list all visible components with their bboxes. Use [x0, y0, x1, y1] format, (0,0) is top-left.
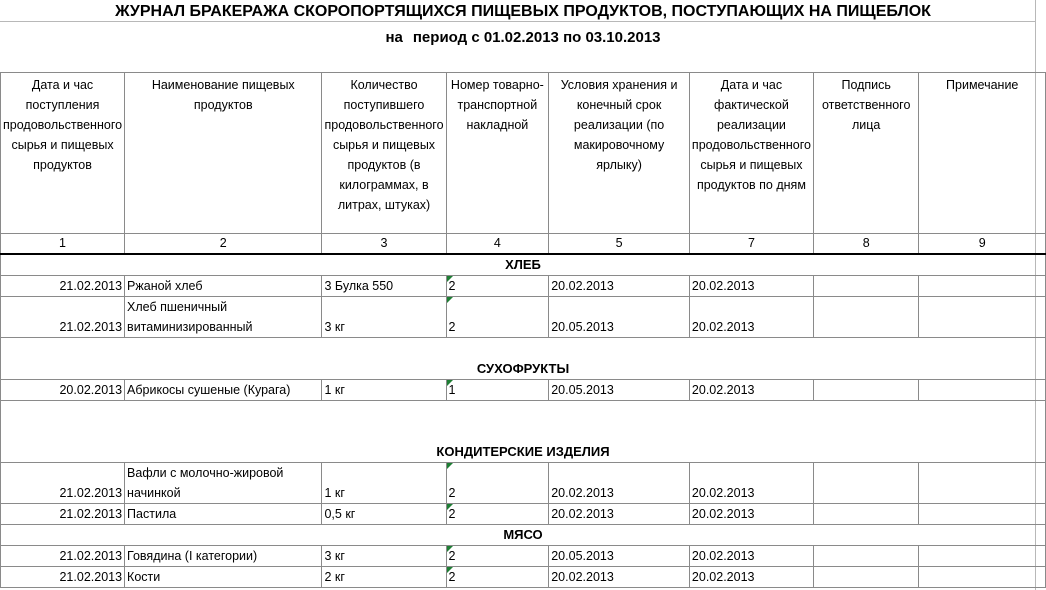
- cell-invoice-number[interactable]: 2: [446, 276, 549, 297]
- section-title[interactable]: ХЛЕБ: [1, 254, 1046, 276]
- cell-quantity[interactable]: 0,5 кг: [322, 504, 446, 525]
- col-header-signature[interactable]: Подпись ответственного лица: [813, 73, 918, 234]
- cell-signature[interactable]: [813, 276, 918, 297]
- col-header-product-name[interactable]: Наименование пищевых продуктов: [125, 73, 322, 234]
- table-row: [1, 463, 1046, 504]
- cell-received-date[interactable]: 21.02.2013: [1, 276, 125, 297]
- column-number-row: [1, 234, 1046, 255]
- cell-signature[interactable]: [813, 567, 918, 588]
- section-title[interactable]: СУХОФРУКТЫ: [1, 338, 1046, 380]
- header-row: [1, 73, 1046, 234]
- cell-signature[interactable]: [813, 297, 918, 338]
- col-number[interactable]: 1: [1, 234, 125, 255]
- period-prefix: на: [385, 29, 403, 46]
- cell-invoice-number[interactable]: 2: [446, 463, 549, 504]
- cell-received-date[interactable]: 20.02.2013: [1, 380, 125, 401]
- section-row-dried-fruits: [1, 338, 1046, 380]
- col-header-received-date[interactable]: Дата и час поступления продовольственного сырья и пищевых продуктов: [1, 73, 125, 234]
- table-row: [1, 276, 1046, 297]
- cell-note[interactable]: [919, 297, 1046, 338]
- section-row-confectionery: [1, 401, 1046, 463]
- cell-expiry-date[interactable]: 20.02.2013: [549, 504, 690, 525]
- col-header-note[interactable]: Примечание: [919, 73, 1046, 234]
- cell-product-name[interactable]: Хлеб пшеничный витаминизированный: [125, 297, 322, 338]
- cell-note[interactable]: [919, 380, 1046, 401]
- col-header-invoice-number[interactable]: Номер товарно-транспортной накладной: [446, 73, 549, 234]
- col-number[interactable]: 5: [549, 234, 690, 255]
- col-header-actual-sale-date[interactable]: Дата и час фактической реализации продовольственного сырья и пищевых продуктов по дням: [689, 73, 813, 234]
- cell-product-name[interactable]: Абрикосы сушеные (Курага): [125, 380, 322, 401]
- cell-note[interactable]: [919, 504, 1046, 525]
- cell-received-date[interactable]: 21.02.2013: [1, 297, 125, 338]
- cell-expiry-date[interactable]: 20.02.2013: [549, 276, 690, 297]
- cell-product-name[interactable]: Говядина (I категории): [125, 546, 322, 567]
- col-header-quantity[interactable]: Количество поступившего продовольственного сырья и пищевых продуктов (в килограммах, в литрах, штуках): [322, 73, 446, 234]
- cell-sale-date[interactable]: 20.02.2013: [689, 276, 813, 297]
- cell-signature[interactable]: [813, 546, 918, 567]
- cell-expiry-date[interactable]: 20.05.2013: [549, 546, 690, 567]
- cell-invoice-number[interactable]: 2: [446, 504, 549, 525]
- table-row: [1, 546, 1046, 567]
- cell-sale-date[interactable]: 20.02.2013: [689, 567, 813, 588]
- cell-received-date[interactable]: 21.02.2013: [1, 546, 125, 567]
- cell-note[interactable]: [919, 546, 1046, 567]
- col-number[interactable]: 9: [919, 234, 1046, 255]
- cell-quantity[interactable]: 3 кг: [322, 546, 446, 567]
- journal-title: ЖУРНАЛ БРАКЕРАЖА СКОРОПОРТЯЩИХСЯ ПИЩЕВЫХ ПРОДУКТОВ, ПОСТУПАЮЩИХ НА ПИЩЕБЛОК: [115, 3, 931, 20]
- col-number[interactable]: 4: [446, 234, 549, 255]
- col-number[interactable]: 2: [125, 234, 322, 255]
- cell-sale-date[interactable]: 20.02.2013: [689, 297, 813, 338]
- cell-product-name[interactable]: Кости: [125, 567, 322, 588]
- period-range: период с 01.02.2013 по 03.10.2013: [412, 29, 661, 46]
- col-number[interactable]: 7: [689, 234, 813, 255]
- cell-sale-date[interactable]: 20.02.2013: [689, 504, 813, 525]
- cell-quantity[interactable]: 1 кг: [322, 463, 446, 504]
- title-underline: [0, 21, 1035, 22]
- col-number[interactable]: 8: [813, 234, 918, 255]
- cell-product-name[interactable]: Ржаной хлеб: [125, 276, 322, 297]
- cell-product-name[interactable]: Пастила: [125, 504, 322, 525]
- cell-expiry-date[interactable]: 20.02.2013: [549, 567, 690, 588]
- cell-sale-date[interactable]: 20.02.2013: [689, 463, 813, 504]
- cell-expiry-date[interactable]: 20.02.2013: [549, 463, 690, 504]
- section-row-bread: [1, 254, 1046, 276]
- cell-expiry-date[interactable]: 20.05.2013: [549, 380, 690, 401]
- cell-received-date[interactable]: 21.02.2013: [1, 504, 125, 525]
- cell-expiry-date[interactable]: 20.05.2013: [549, 297, 690, 338]
- cell-received-date[interactable]: 21.02.2013: [1, 463, 125, 504]
- cell-received-date[interactable]: 21.02.2013: [1, 567, 125, 588]
- cell-note[interactable]: [919, 567, 1046, 588]
- section-title[interactable]: КОНДИТЕРСКИЕ ИЗДЕЛИЯ: [1, 401, 1046, 463]
- cell-invoice-number[interactable]: 2: [446, 297, 549, 338]
- cell-note[interactable]: [919, 276, 1046, 297]
- cell-invoice-number[interactable]: 2: [446, 567, 549, 588]
- section-row-meat: [1, 525, 1046, 546]
- cell-signature[interactable]: [813, 463, 918, 504]
- cell-sale-date[interactable]: 20.02.2013: [689, 380, 813, 401]
- cell-quantity[interactable]: 1 кг: [322, 380, 446, 401]
- cell-product-name[interactable]: Вафли с молочно-жировой начинкой: [125, 463, 322, 504]
- cell-sale-date[interactable]: 20.02.2013: [689, 546, 813, 567]
- section-title[interactable]: МЯСО: [1, 525, 1046, 546]
- cell-quantity[interactable]: 2 кг: [322, 567, 446, 588]
- col-header-storage-expiry[interactable]: Условия хранения и конечный срок реализации (по макировочному ярлыку): [549, 73, 690, 234]
- journal-table: [0, 72, 1046, 588]
- table-row: [1, 567, 1046, 588]
- table-row: [1, 504, 1046, 525]
- table-row: [1, 380, 1046, 401]
- cell-quantity[interactable]: 3 кг: [322, 297, 446, 338]
- table-row: [1, 297, 1046, 338]
- cell-invoice-number[interactable]: 1: [446, 380, 549, 401]
- cell-invoice-number[interactable]: 2: [446, 546, 549, 567]
- cell-note[interactable]: [919, 463, 1046, 504]
- period-line: [0, 29, 1046, 46]
- col-number[interactable]: 3: [322, 234, 446, 255]
- cell-quantity[interactable]: 3 Булка 550: [322, 276, 446, 297]
- cell-signature[interactable]: [813, 380, 918, 401]
- cell-signature[interactable]: [813, 504, 918, 525]
